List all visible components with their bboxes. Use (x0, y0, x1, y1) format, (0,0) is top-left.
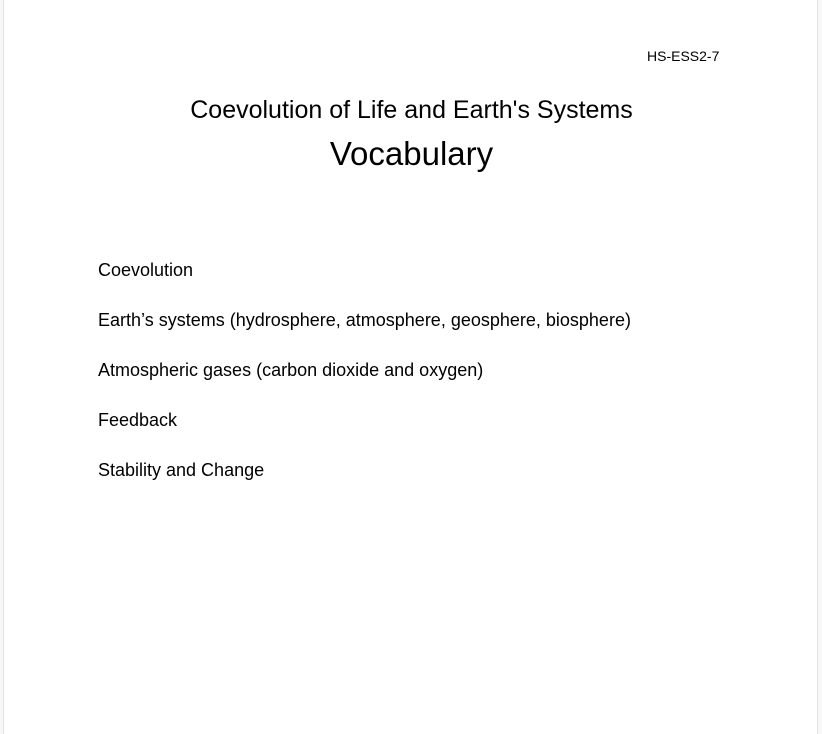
vocabulary-list (98, 259, 631, 509)
document-subtitle: Vocabulary (329, 135, 494, 172)
vocabulary-item: Stability and Change (98, 460, 265, 480)
document-title: Coevolution of Life and Earth's Systems (190, 96, 633, 124)
vocabulary-item: Coevolution (98, 260, 194, 280)
document-page (3, 0, 818, 734)
vocabulary-item: Feedback (98, 410, 178, 430)
vocabulary-item: Atmospheric gases (carbon dioxide and oxygen) (98, 360, 484, 380)
standard-code: HS-ESS2-7 (647, 48, 720, 64)
vocabulary-item: Earth’s systems (hydrosphere, atmosphere, geosphere, biosphere) (98, 310, 631, 330)
